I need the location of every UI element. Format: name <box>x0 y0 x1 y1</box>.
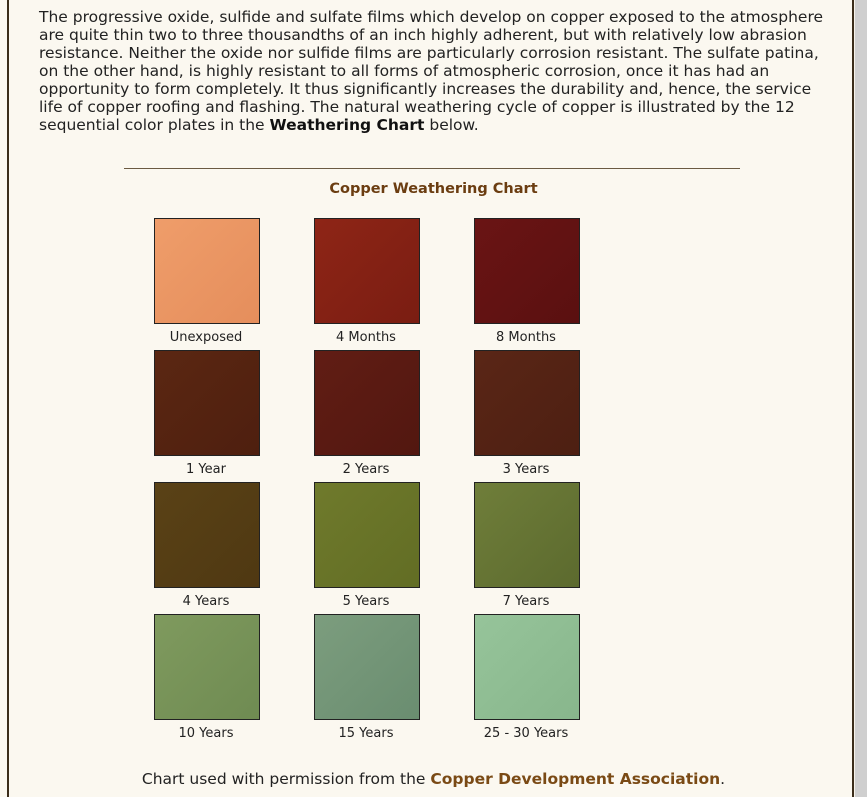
color-swatch <box>154 614 260 720</box>
plate-caption: 1 Year <box>186 462 226 477</box>
plate-caption: 4 Years <box>182 594 230 609</box>
intro-text-end: below. <box>429 116 479 134</box>
weathering-plate <box>446 350 606 477</box>
weathering-plate <box>286 482 446 609</box>
color-swatch <box>154 482 260 588</box>
right-border <box>852 0 854 797</box>
scrollbar-track[interactable] <box>855 0 867 797</box>
color-swatch <box>474 482 580 588</box>
weathering-plate <box>126 218 286 345</box>
divider <box>124 168 740 169</box>
plate-caption: 7 Years <box>502 594 550 609</box>
plate-caption: 2 Years <box>342 462 390 477</box>
weathering-plate <box>126 350 286 477</box>
intro-bold-text: Weathering Chart <box>269 116 425 134</box>
weathering-plate <box>126 614 286 741</box>
color-swatch <box>474 350 580 456</box>
plate-caption: 25 - 30 Years <box>483 726 569 741</box>
plate-caption: 10 Years <box>178 726 234 741</box>
left-border <box>7 0 9 797</box>
intro-text: The progressive oxide, sulfide and sulfate films which develop on copper exposed to the atmosphere are quite thin two to three thousandths of an inch highly adherent, but with relatively low abrasion resistance. Neither the oxide nor sulfide films are particularly corrosion resistant. The sulfate patina, on the other hand, is highly resistant to all forms of atmospheric corrosion, once it has had an opportunity to form completely. It thus significantly increases the durability and, hence, the service life of copper roofing and flashing. The natural weathering cycle of copper is illustrated by the 12 sequential color plates in the <box>39 8 824 134</box>
color-swatch <box>314 482 420 588</box>
color-swatch <box>474 218 580 324</box>
color-swatch <box>314 614 420 720</box>
color-swatch <box>314 350 420 456</box>
credit-period: . <box>720 770 726 788</box>
color-swatch <box>154 350 260 456</box>
plate-caption: 8 Months <box>496 330 556 345</box>
weathering-plate <box>286 218 446 345</box>
plate-caption: 3 Years <box>502 462 550 477</box>
plate-caption: 5 Years <box>342 594 390 609</box>
copper-development-association-link[interactable]: Copper Development Association <box>430 770 721 788</box>
intro-paragraph <box>39 8 839 134</box>
plate-caption: Unexposed <box>169 330 243 345</box>
color-swatch <box>154 218 260 324</box>
weathering-plate <box>446 482 606 609</box>
weathering-plate <box>286 350 446 477</box>
color-swatch <box>474 614 580 720</box>
plate-caption: 15 Years <box>338 726 394 741</box>
weathering-plate <box>126 482 286 609</box>
weathering-plate <box>446 218 606 345</box>
chart-title: Copper Weathering Chart <box>329 181 538 197</box>
weathering-plate <box>286 614 446 741</box>
plate-caption: 4 Months <box>336 330 396 345</box>
credit-text: Chart used with permission from the <box>141 770 426 788</box>
weathering-plate <box>446 614 606 741</box>
color-swatch <box>314 218 420 324</box>
credit-line <box>0 770 867 788</box>
